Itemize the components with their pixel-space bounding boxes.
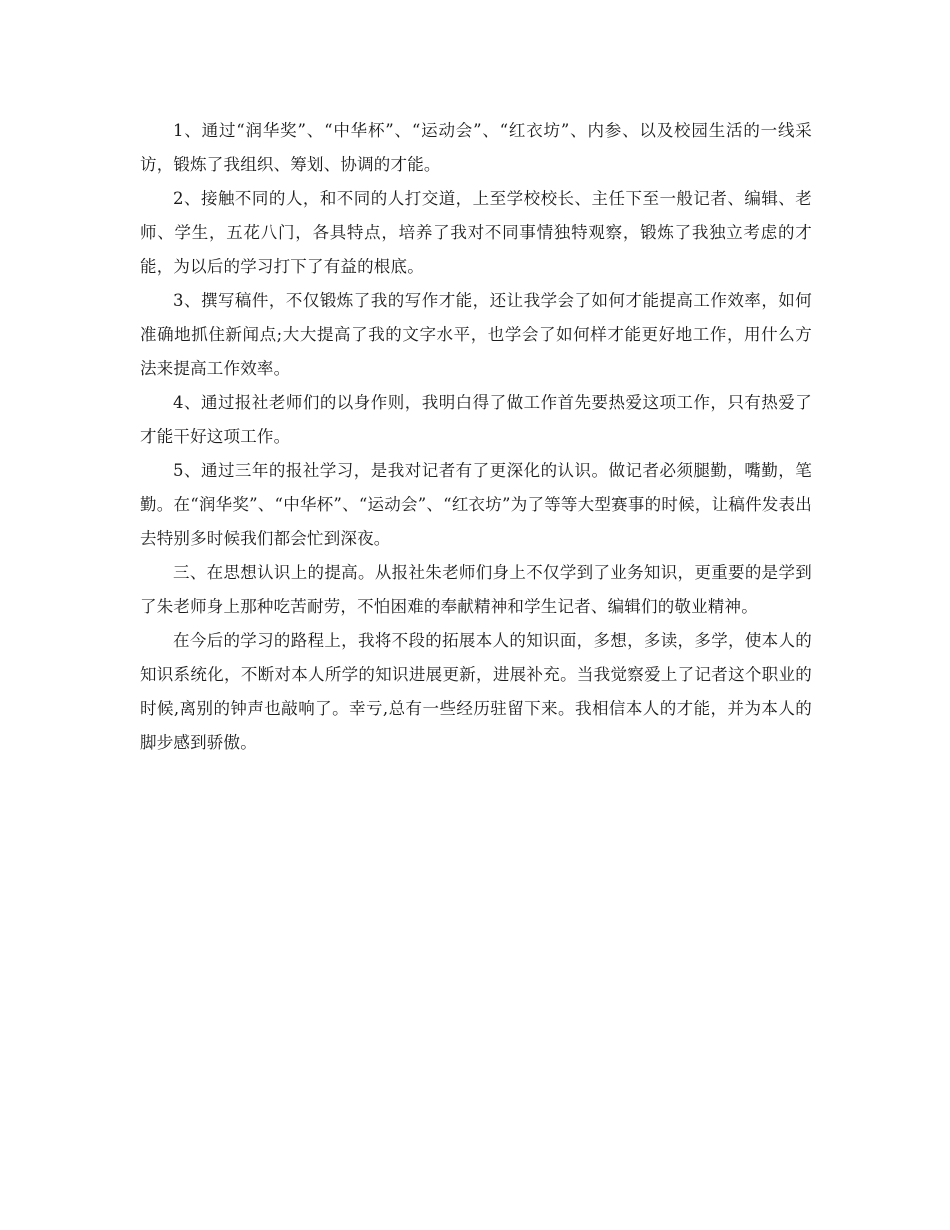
paragraph-1: 1、通过“润华奖”、“中华杯”、“运动会”、“红衣坊”、内参、以及校园生活的一线采访，锻炼了我组织、筹划、协调的才能。: [140, 121, 812, 174]
paragraph-5: 5、通过三年的报社学习，是我对记者有了更深化的认识。做记者必须腿勤，嘴勤，笔勤。在“润华奖”、“中华杯”、“运动会”、“红衣坊”为了等等大型赛事的时候，让稿件发表出去特别多时候我们都会忙到深夜。: [140, 461, 812, 548]
paragraph-7: 在今后的学习的路程上，我将不段的拓展本人的知识面，多想，多读，多学，使本人的知识系统化，不断对本人所学的知识进展更新，进展补充。当我觉察爱上了记者这个职业的时候,离别的钟声也敲响了。幸亏,总有一些经历驻留下来。我相信本人的才能，并为本人的脚步感到骄傲。: [140, 631, 812, 752]
paragraph-4: 4、通过报社老师们的以身作则，我明白得了做工作首先要热爱这项工作，只有热爱了才能干好这项工作。: [140, 393, 812, 446]
paragraph-3: 3、撰写稿件，不仅锻炼了我的写作才能，还让我学会了如何才能提高工作效率，如何准确地抓住新闻点;大大提高了我的文字水平，也学会了如何样才能更好地工作，用什么方法来提高工作效率。: [140, 291, 812, 378]
document-body: [140, 114, 812, 760]
paragraph-6: 三、在思想认识上的提高。从报社朱老师们身上不仅学到了业务知识，更重要的是学到了朱老师身上那种吃苦耐劳，不怕困难的奉献精神和学生记者、编辑们的敬业精神。: [140, 563, 812, 616]
paragraph-2: 2、接触不同的人，和不同的人打交道，上至学校校长、主任下至一般记者、编辑、老师、学生，五花八门，各具特点，培养了我对不同事情独特观察，锻炼了我独立考虑的才能，为以后的学习打下了有益的根底。: [140, 189, 812, 276]
